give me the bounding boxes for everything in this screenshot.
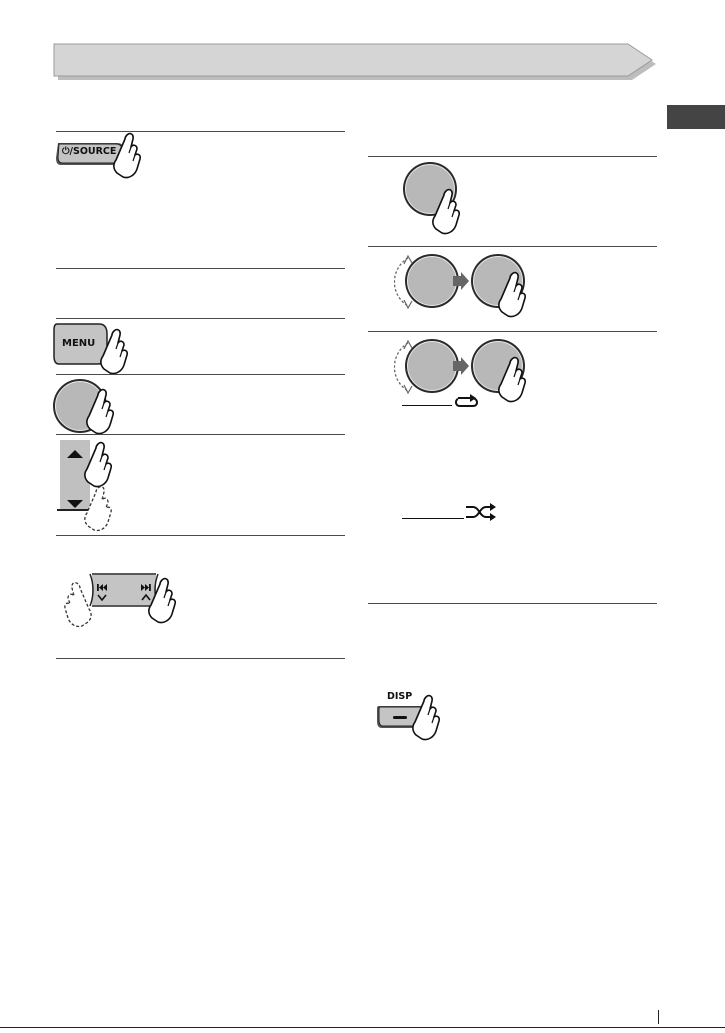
pointing-hand-icon: [432, 187, 472, 239]
section-tab: [667, 105, 725, 129]
pointing-hand-icon: [498, 355, 538, 407]
menu-button-label: MENU: [62, 338, 96, 349]
pointing-hand-icon: [86, 387, 126, 439]
pointing-hand-icon: [148, 576, 188, 628]
pointing-hand-icon: [412, 693, 452, 745]
pointing-hand-icon: [100, 327, 140, 379]
header-banner: [48, 40, 662, 84]
disp-label: DISP: [387, 691, 413, 702]
shuffle-icon: [464, 502, 498, 522]
repeat-underline: [402, 405, 452, 406]
pointing-hand-icon: [498, 270, 538, 322]
repeat-icon: [452, 392, 482, 410]
pointing-hand-icon: [113, 131, 153, 183]
shuffle-underline: [402, 518, 464, 519]
source-button-label: ⏻/SOURCE: [62, 146, 117, 157]
arrow-right-icon: [451, 271, 471, 291]
arrow-right-icon: [451, 356, 471, 376]
bottom-rule: [0, 1027, 725, 1028]
pointing-hand-dashed-icon: [52, 580, 92, 632]
pointing-hand-dashed-icon: [84, 484, 124, 536]
page-number-divider: [658, 1010, 659, 1024]
